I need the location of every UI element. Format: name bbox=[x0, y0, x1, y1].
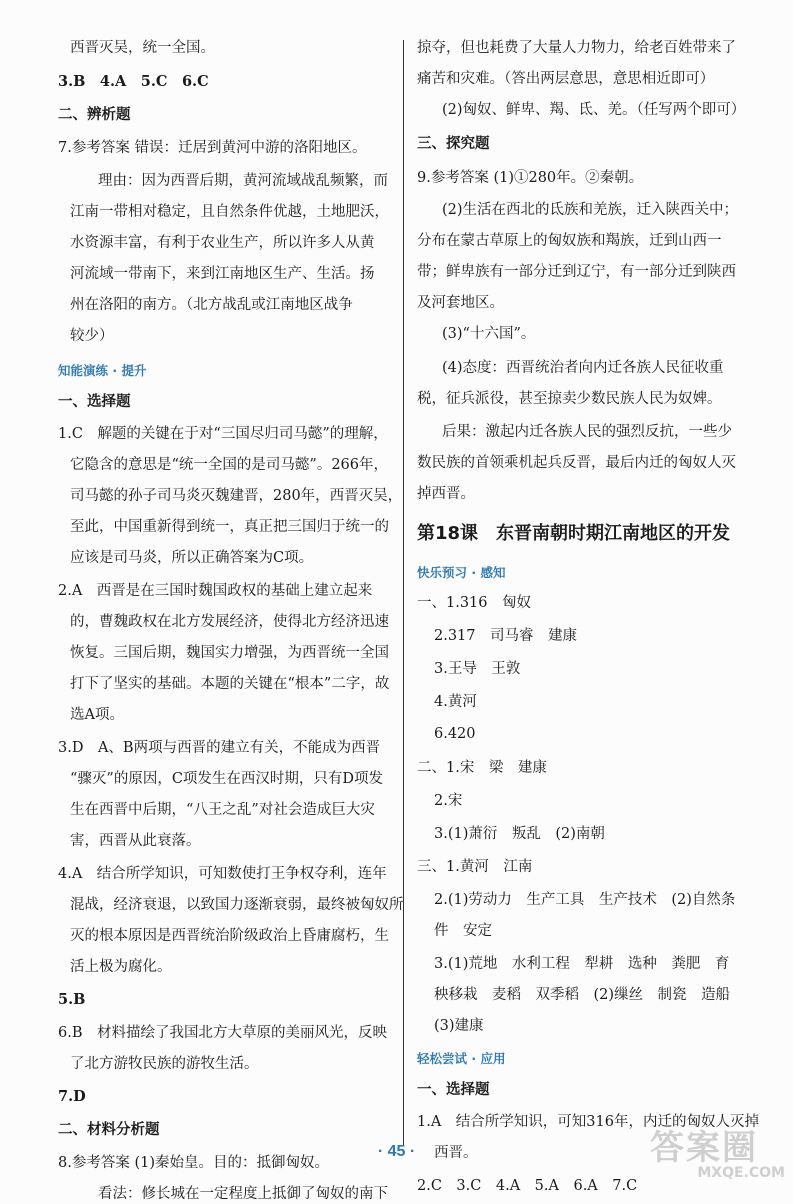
text-line: 江南一带相对稳定，且自然条件优越，土地肥沃， bbox=[70, 204, 389, 220]
text-line: 了北方游牧民族的游牧生活。 bbox=[70, 1056, 259, 1072]
text-line: 选A项。 bbox=[70, 707, 124, 723]
text-line: 3.(1)荒地 水利工程 犁耕 选种 粪肥 育 bbox=[434, 956, 730, 972]
text-line: 三、1.黄河 江南 bbox=[417, 859, 533, 875]
text-line: 活上极为腐化。 bbox=[70, 959, 172, 975]
text-line: 秧移栽 麦稻 双季稻 (2)缫丝 制瓷 造船 bbox=[434, 987, 731, 1003]
text-line: 9.参考答案 (1)①280年。②秦朝。 bbox=[417, 170, 644, 186]
text-line: 它隐含的意思是“统一全国的是司马懿”。266年， bbox=[70, 457, 388, 473]
text-line: 带；鲜卑族有一部分迁到辽宁，有一部分迁到陕西 bbox=[417, 264, 736, 280]
column-divider bbox=[403, 40, 404, 1145]
text-line: 掉西晋。 bbox=[417, 486, 475, 502]
text-line: 河流域一带南下，来到江南地区生产、生活。扬 bbox=[70, 266, 375, 282]
text-line: 应该是司马炎，所以正确答案为C项。 bbox=[70, 550, 314, 566]
text-line: 2.宋 bbox=[434, 793, 463, 809]
text-line: 二、辨析题 bbox=[58, 106, 131, 123]
text-line: 8.参考答案 (1)秦始皇。目的：抵御匈奴。 bbox=[58, 1155, 329, 1171]
text-line: 掠夺，但也耗费了大量人力物力，给老百姓带来了 bbox=[417, 40, 736, 56]
text-line: “骤灭”的原因，C项发生在西汉时期，只有D项发 bbox=[70, 771, 384, 787]
text-line: 二、材料分析题 bbox=[58, 1121, 160, 1138]
text-line: 3.D A、B两项与西晋的建立有关，不能成为西晋 bbox=[58, 740, 381, 756]
text-line: 5.B bbox=[58, 991, 86, 1008]
text-line: (2)匈奴、鲜卑、羯、氐、羌。（任写两个即可） bbox=[442, 102, 746, 118]
text-line: 后果：激起内迁各族人民的强烈反抗，一些少 bbox=[442, 424, 732, 440]
text-line: 3.(1)萧衍 叛乱 (2)南朝 bbox=[434, 826, 605, 842]
text-line: (3)建康 bbox=[434, 1018, 484, 1034]
page-number: · 45 · bbox=[377, 1143, 416, 1160]
text-line: 水资源丰富，有利于农业生产，所以许多人从黄 bbox=[70, 235, 375, 251]
text-line: 州在洛阳的南方。（北方战乱或江南地区战争 bbox=[70, 297, 353, 313]
text-line: 数民族的首领乘机起兵反晋，最后内迁的匈奴人灭 bbox=[417, 455, 736, 471]
text-line: 1.A 结合所学知识，可知316年，内迁的匈奴人灭掉 bbox=[417, 1114, 759, 1130]
watermark-logo bbox=[650, 1120, 785, 1192]
text-line: 三、探究题 bbox=[417, 135, 490, 152]
text-line: 件 安定 bbox=[434, 923, 492, 939]
lesson-title: 第18课 东晋南朝时期江南地区的开发 bbox=[417, 523, 731, 544]
text-line: 2.317 司马睿 建康 bbox=[434, 628, 578, 644]
text-line: 7.D bbox=[58, 1088, 86, 1105]
text-line: 至此，中国重新得到统一，真正把三国归于统一的 bbox=[70, 519, 389, 535]
watermark-url: MXQE.COM bbox=[697, 1165, 785, 1181]
text-line: 灭的根本原因是西晋统治阶级政治上昏庸腐朽，生 bbox=[70, 928, 389, 944]
text-line: 2.A 西晋是在三国时魏国政权的基础上建立起来 bbox=[58, 583, 373, 599]
section-label: 轻松尝试 · 应用 bbox=[417, 1051, 506, 1066]
text-line: 6.B 材料描绘了我国北方大草原的美丽风光，反映 bbox=[58, 1025, 387, 1041]
watermark-text: 答案圈 bbox=[650, 1128, 758, 1168]
text-line: 的，曹魏政权在北方发展经济，使得北方经济迅速 bbox=[70, 614, 389, 630]
section-label: 知能演练 · 提升 bbox=[58, 363, 147, 378]
text-line: 西晋灭吴，统一全国。 bbox=[70, 40, 215, 56]
text-line: 6.420 bbox=[434, 726, 476, 742]
text-line: 一、选择题 bbox=[58, 393, 131, 410]
text-line: (2)生活在西北的氐族和羌族，迁入陕西关中； bbox=[442, 202, 739, 218]
text-line: 一、选择题 bbox=[417, 1081, 490, 1098]
text-line: 看法：修长城在一定程度上抵御了匈奴的南下 bbox=[98, 1186, 388, 1202]
text-line: (4)态度：西晋统治者向内迁各族人民征收重 bbox=[442, 360, 724, 376]
text-line: 二、1.宋 梁 建康 bbox=[417, 760, 547, 776]
text-line: 害，西晋从此衰落。 bbox=[70, 833, 201, 849]
text-line: 打下了坚实的基础。本题的关键在“根本”二字，故 bbox=[70, 676, 390, 692]
text-line: 4.A 结合所学知识，可知数使打王争权夺利，连年 bbox=[58, 866, 387, 882]
text-line: 2.(1)劳动力 生产工具 生产技术 (2)自然条 bbox=[434, 892, 736, 908]
text-line: 7.参考答案 错误：迁居到黄河中游的洛阳地区。 bbox=[58, 140, 367, 156]
text-line: 4.黄河 bbox=[434, 694, 477, 710]
text-line: 分布在蒙古草原上的匈奴族和羯族，迁到山西一 bbox=[417, 233, 722, 249]
text-line: 一、1.316 匈奴 bbox=[417, 595, 532, 611]
text-line: 混战，经济衰退，以致国力逐渐衰弱，最终被匈奴所 bbox=[70, 897, 404, 913]
text-line: 西晋。 bbox=[434, 1145, 478, 1161]
text-line: 较少） bbox=[70, 328, 114, 344]
text-line: 司马懿的孙子司马炎灭魏建晋，280年，西晋灭吴， bbox=[70, 488, 403, 504]
section-label: 快乐预习 · 感知 bbox=[417, 565, 506, 580]
text-line: (3)“十六国”。 bbox=[442, 326, 536, 342]
text-line: 恢复。三国后期，魏国实力增强，为西晋统一全国 bbox=[70, 645, 389, 661]
text-line: 1.C 解题的关键在于对“三国尽归司马懿”的理解， bbox=[58, 426, 388, 442]
text-line: 理由：因为西晋后期，黄河流域战乱频繁，而 bbox=[98, 173, 388, 189]
text-line: 3.王导 王敦 bbox=[434, 661, 521, 677]
text-line: 痛苦和灾难。（答出两层意思，意思相近即可） bbox=[417, 71, 715, 87]
text-line: 生在西晋中后期，“八王之乱”对社会造成巨大灾 bbox=[70, 802, 375, 818]
text-line: 3.B 4.A 5.C 6.C bbox=[58, 73, 209, 90]
text-line: 税，征兵派役，甚至掠卖少数民族人民为奴婢。 bbox=[417, 391, 722, 407]
text-line: 及河套地区。 bbox=[417, 295, 504, 311]
text-line: 2.C 3.C 4.A 5.A 6.A 7.C bbox=[417, 1178, 638, 1194]
